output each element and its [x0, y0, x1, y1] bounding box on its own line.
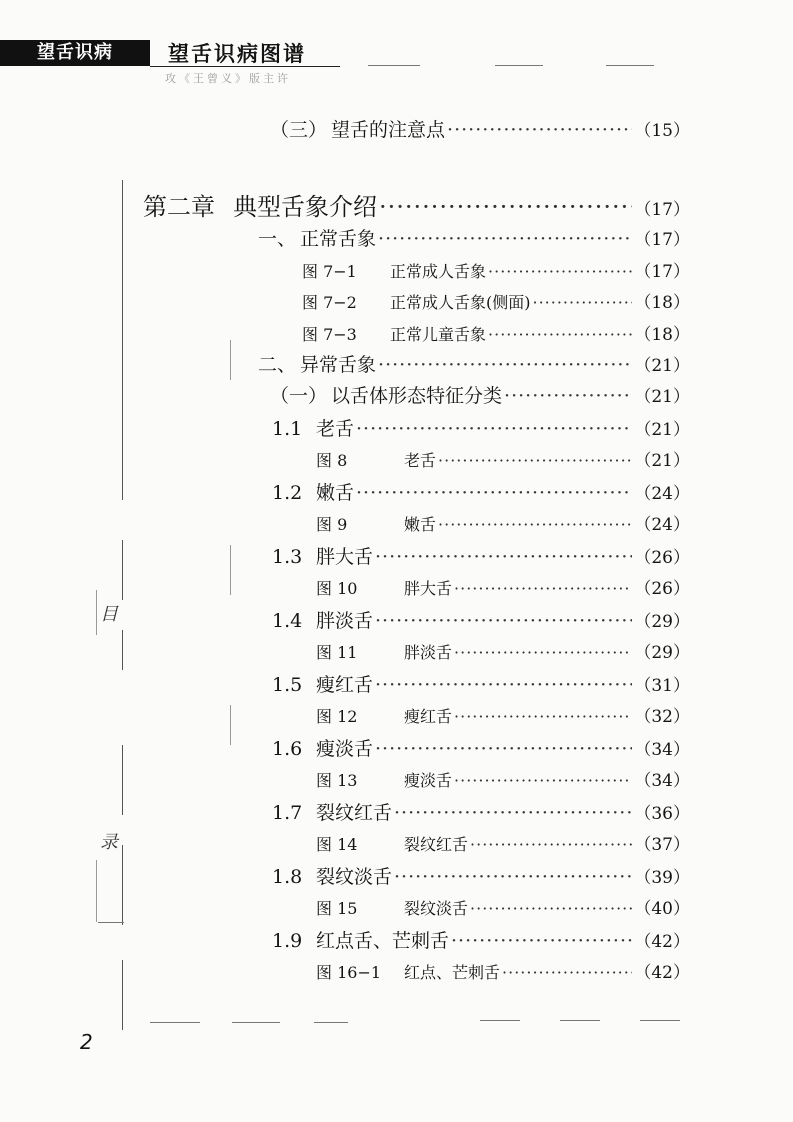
toc-page-number: （15）	[634, 121, 690, 141]
toc-page-number: （21）	[634, 451, 690, 471]
toc-page-number: （18）	[634, 293, 690, 313]
toc-page-number: （17）	[634, 230, 690, 250]
book-tag: 望舌识病	[0, 40, 150, 66]
toc-page-number: （24）	[634, 484, 690, 504]
dot-leader	[378, 228, 632, 250]
toc-entry-number: 图 13	[316, 771, 358, 790]
toc-entry-title: 瘦红舌	[404, 707, 453, 726]
margin-rule	[122, 180, 123, 500]
footer-dash	[232, 1022, 280, 1023]
toc-page-number: （26）	[634, 548, 690, 568]
toc-entry-number: （一）	[270, 385, 328, 407]
toc-section-entry	[272, 414, 690, 441]
toc-entry-title: 望舌的注意点	[331, 119, 446, 141]
toc-section-entry	[272, 542, 690, 569]
toc-entry-number: 图 10	[316, 579, 358, 598]
dot-leader	[394, 802, 632, 824]
toc-section-entry	[272, 926, 690, 953]
margin-rule	[96, 590, 97, 635]
dot-leader	[375, 674, 632, 696]
toc-entry-title: 胖大舌	[404, 579, 453, 598]
toc-entry-title: 异常舌象	[300, 354, 377, 376]
toc-page-number: （17）	[634, 262, 690, 282]
dot-leader	[454, 707, 632, 726]
toc-entry-number: 1.9	[272, 930, 303, 952]
toc-page-number: （21）	[634, 387, 690, 407]
toc-entry-title: 红点舌、芒刺舌	[316, 930, 450, 952]
toc-page-number: （37）	[634, 835, 690, 855]
footer-dash	[314, 1022, 348, 1023]
toc-entry-number: 第二章	[143, 193, 215, 221]
dot-leader	[379, 193, 632, 221]
footer-dash	[480, 1020, 520, 1021]
dot-leader	[356, 418, 632, 440]
toc-section-entry	[272, 734, 690, 761]
footer-dash	[150, 1022, 200, 1023]
toc-section-entry	[272, 670, 690, 697]
toc-figure-entry	[316, 702, 690, 727]
toc-entry-number: 1.2	[272, 482, 303, 504]
dot-leader	[447, 119, 632, 141]
toc-entry-number: 图 15	[316, 899, 358, 918]
lu-char: 录	[100, 832, 118, 853]
toc-page-number: （29）	[634, 612, 690, 632]
toc-section-entry	[272, 798, 690, 825]
toc-entry-title: 老舌	[404, 451, 437, 470]
margin-rule	[96, 860, 97, 922]
toc-entry-title: 瘦淡舌	[316, 738, 374, 760]
toc-page-number: （29）	[634, 643, 690, 663]
toc-entry-number: 图 16−1	[316, 963, 382, 982]
toc-entry-title: 裂纹淡舌	[316, 866, 393, 888]
dot-leader	[375, 546, 632, 568]
toc-entry-number: 图 9	[316, 515, 348, 534]
toc-entry-number: （三）	[270, 119, 328, 141]
dot-leader	[488, 262, 632, 281]
toc-page-number: （39）	[634, 868, 690, 888]
toc-entry-number: 图 11	[316, 643, 358, 662]
toc-entry-title: 嫩舌	[316, 482, 355, 504]
header-dash	[368, 65, 420, 66]
toc-entry-number: 1.8	[272, 866, 303, 888]
toc-entry-title: 老舌	[316, 418, 355, 440]
dot-leader	[356, 482, 632, 504]
margin-rule	[230, 340, 231, 380]
toc-entry-title: 典型舌象介绍	[233, 193, 377, 221]
toc-page-number: （21）	[634, 356, 690, 376]
margin-tick	[98, 922, 124, 923]
toc-figure-entry	[316, 766, 690, 791]
toc-section-entry	[270, 381, 690, 408]
toc-section-entry	[258, 350, 690, 377]
dot-leader	[504, 385, 632, 407]
toc-page-number: （31）	[634, 676, 690, 696]
toc-entry-title: 红点、芒刺舌	[404, 963, 501, 982]
toc-entry-title: 裂纹红舌	[316, 802, 393, 824]
dot-leader	[502, 963, 632, 982]
toc-figure-entry	[302, 257, 690, 282]
toc-figure-entry	[316, 574, 690, 599]
toc-figure-entry	[316, 510, 690, 535]
toc-figure-entry	[302, 320, 690, 345]
toc-entry-title: 正常成人舌象	[390, 262, 487, 281]
toc-entry-title: 裂纹淡舌	[404, 899, 469, 918]
toc-entry-number: 1.6	[272, 738, 303, 760]
toc-figure-entry	[316, 638, 690, 663]
toc-entry-number: 1.5	[272, 674, 303, 696]
toc-entry-title: 以舌体形态特征分类	[331, 385, 503, 407]
toc-entry-number: 图 7−3	[302, 325, 357, 344]
toc-entry-title: 裂纹红舌	[404, 835, 469, 854]
toc-page-number: （17）	[634, 200, 690, 220]
toc-entry-number: 图 7−1	[302, 262, 357, 281]
dot-leader	[438, 515, 632, 534]
header-dash	[606, 65, 654, 66]
footer-dash	[640, 1020, 680, 1021]
toc-section-entry	[258, 224, 690, 251]
toc-page-number: （42）	[634, 932, 690, 952]
toc-entry-number: 1.3	[272, 546, 303, 568]
margin-rule	[122, 845, 123, 925]
toc-figure-entry	[316, 958, 690, 983]
toc-figure-entry	[302, 288, 690, 313]
toc-entry-title: 嫩舌	[404, 515, 437, 534]
footer-dash	[560, 1020, 600, 1021]
running-head-title: 望舌识病图谱	[168, 41, 306, 66]
toc-page-number: （24）	[634, 515, 690, 535]
toc-entry-number: 一、	[258, 228, 297, 250]
toc-entry-number: 图 7−2	[302, 293, 357, 312]
toc-entry-title: 胖淡舌	[316, 610, 374, 632]
toc-section-entry	[270, 115, 690, 142]
margin-rule	[122, 960, 123, 1030]
mu-char: 目	[100, 604, 118, 625]
margin-rule	[230, 705, 231, 745]
dot-leader	[454, 643, 632, 662]
dot-leader	[375, 738, 632, 760]
toc-entry-title: 胖淡舌	[404, 643, 453, 662]
toc-figure-entry	[316, 894, 690, 919]
toc-entry-title: 瘦红舌	[316, 674, 374, 696]
toc-entry-number: 二、	[258, 354, 297, 376]
toc-figure-entry	[316, 446, 690, 471]
dot-leader	[470, 899, 632, 918]
margin-rule	[122, 540, 123, 600]
page-number: 2	[80, 1030, 93, 1054]
toc-page-number: （32）	[634, 707, 690, 727]
dot-leader	[375, 610, 632, 632]
dot-leader	[451, 930, 632, 952]
toc-entry-number: 图 12	[316, 707, 358, 726]
dot-leader	[488, 325, 632, 344]
dot-leader	[533, 293, 633, 312]
toc-entry-number: 图 8	[316, 451, 348, 470]
toc-entry-number: 1.4	[272, 610, 303, 632]
toc-entry-title: 正常成人舌象(侧面)	[390, 293, 531, 312]
toc-entry-number: 图 14	[316, 835, 358, 854]
toc-section-entry	[272, 606, 690, 633]
header-rule	[150, 66, 340, 67]
dot-leader	[378, 354, 632, 376]
margin-rule	[230, 545, 231, 595]
header-dash	[495, 65, 543, 66]
toc-figure-entry	[316, 830, 690, 855]
toc-section-entry	[272, 862, 690, 889]
dot-leader	[438, 451, 632, 470]
toc-entry-title: 瘦淡舌	[404, 771, 453, 790]
toc-page-number: （34）	[634, 771, 690, 791]
toc-page-number: （34）	[634, 740, 690, 760]
toc-entry-number: 1.7	[272, 802, 303, 824]
toc-section-entry	[272, 478, 690, 505]
toc-page-number: （26）	[634, 579, 690, 599]
toc-page-number: （40）	[634, 899, 690, 919]
toc-entry-title: 正常舌象	[300, 228, 377, 250]
dot-leader	[454, 579, 632, 598]
toc-page-number: （18）	[634, 325, 690, 345]
dot-leader	[394, 866, 632, 888]
margin-rule	[122, 630, 123, 670]
toc-entry-title: 胖大舌	[316, 546, 374, 568]
toc-page-number: （42）	[634, 963, 690, 983]
toc-page-number: （21）	[634, 420, 690, 440]
toc-entry-title: 正常儿童舌象	[390, 325, 487, 344]
toc-chapter	[143, 187, 690, 222]
running-head-subtitle: 攻《王曾义》版主许	[165, 72, 291, 85]
toc-entry-number: 1.1	[272, 418, 303, 440]
toc-page-number: （36）	[634, 804, 690, 824]
dot-leader	[454, 771, 632, 790]
margin-rule	[122, 745, 123, 815]
dot-leader	[470, 835, 632, 854]
